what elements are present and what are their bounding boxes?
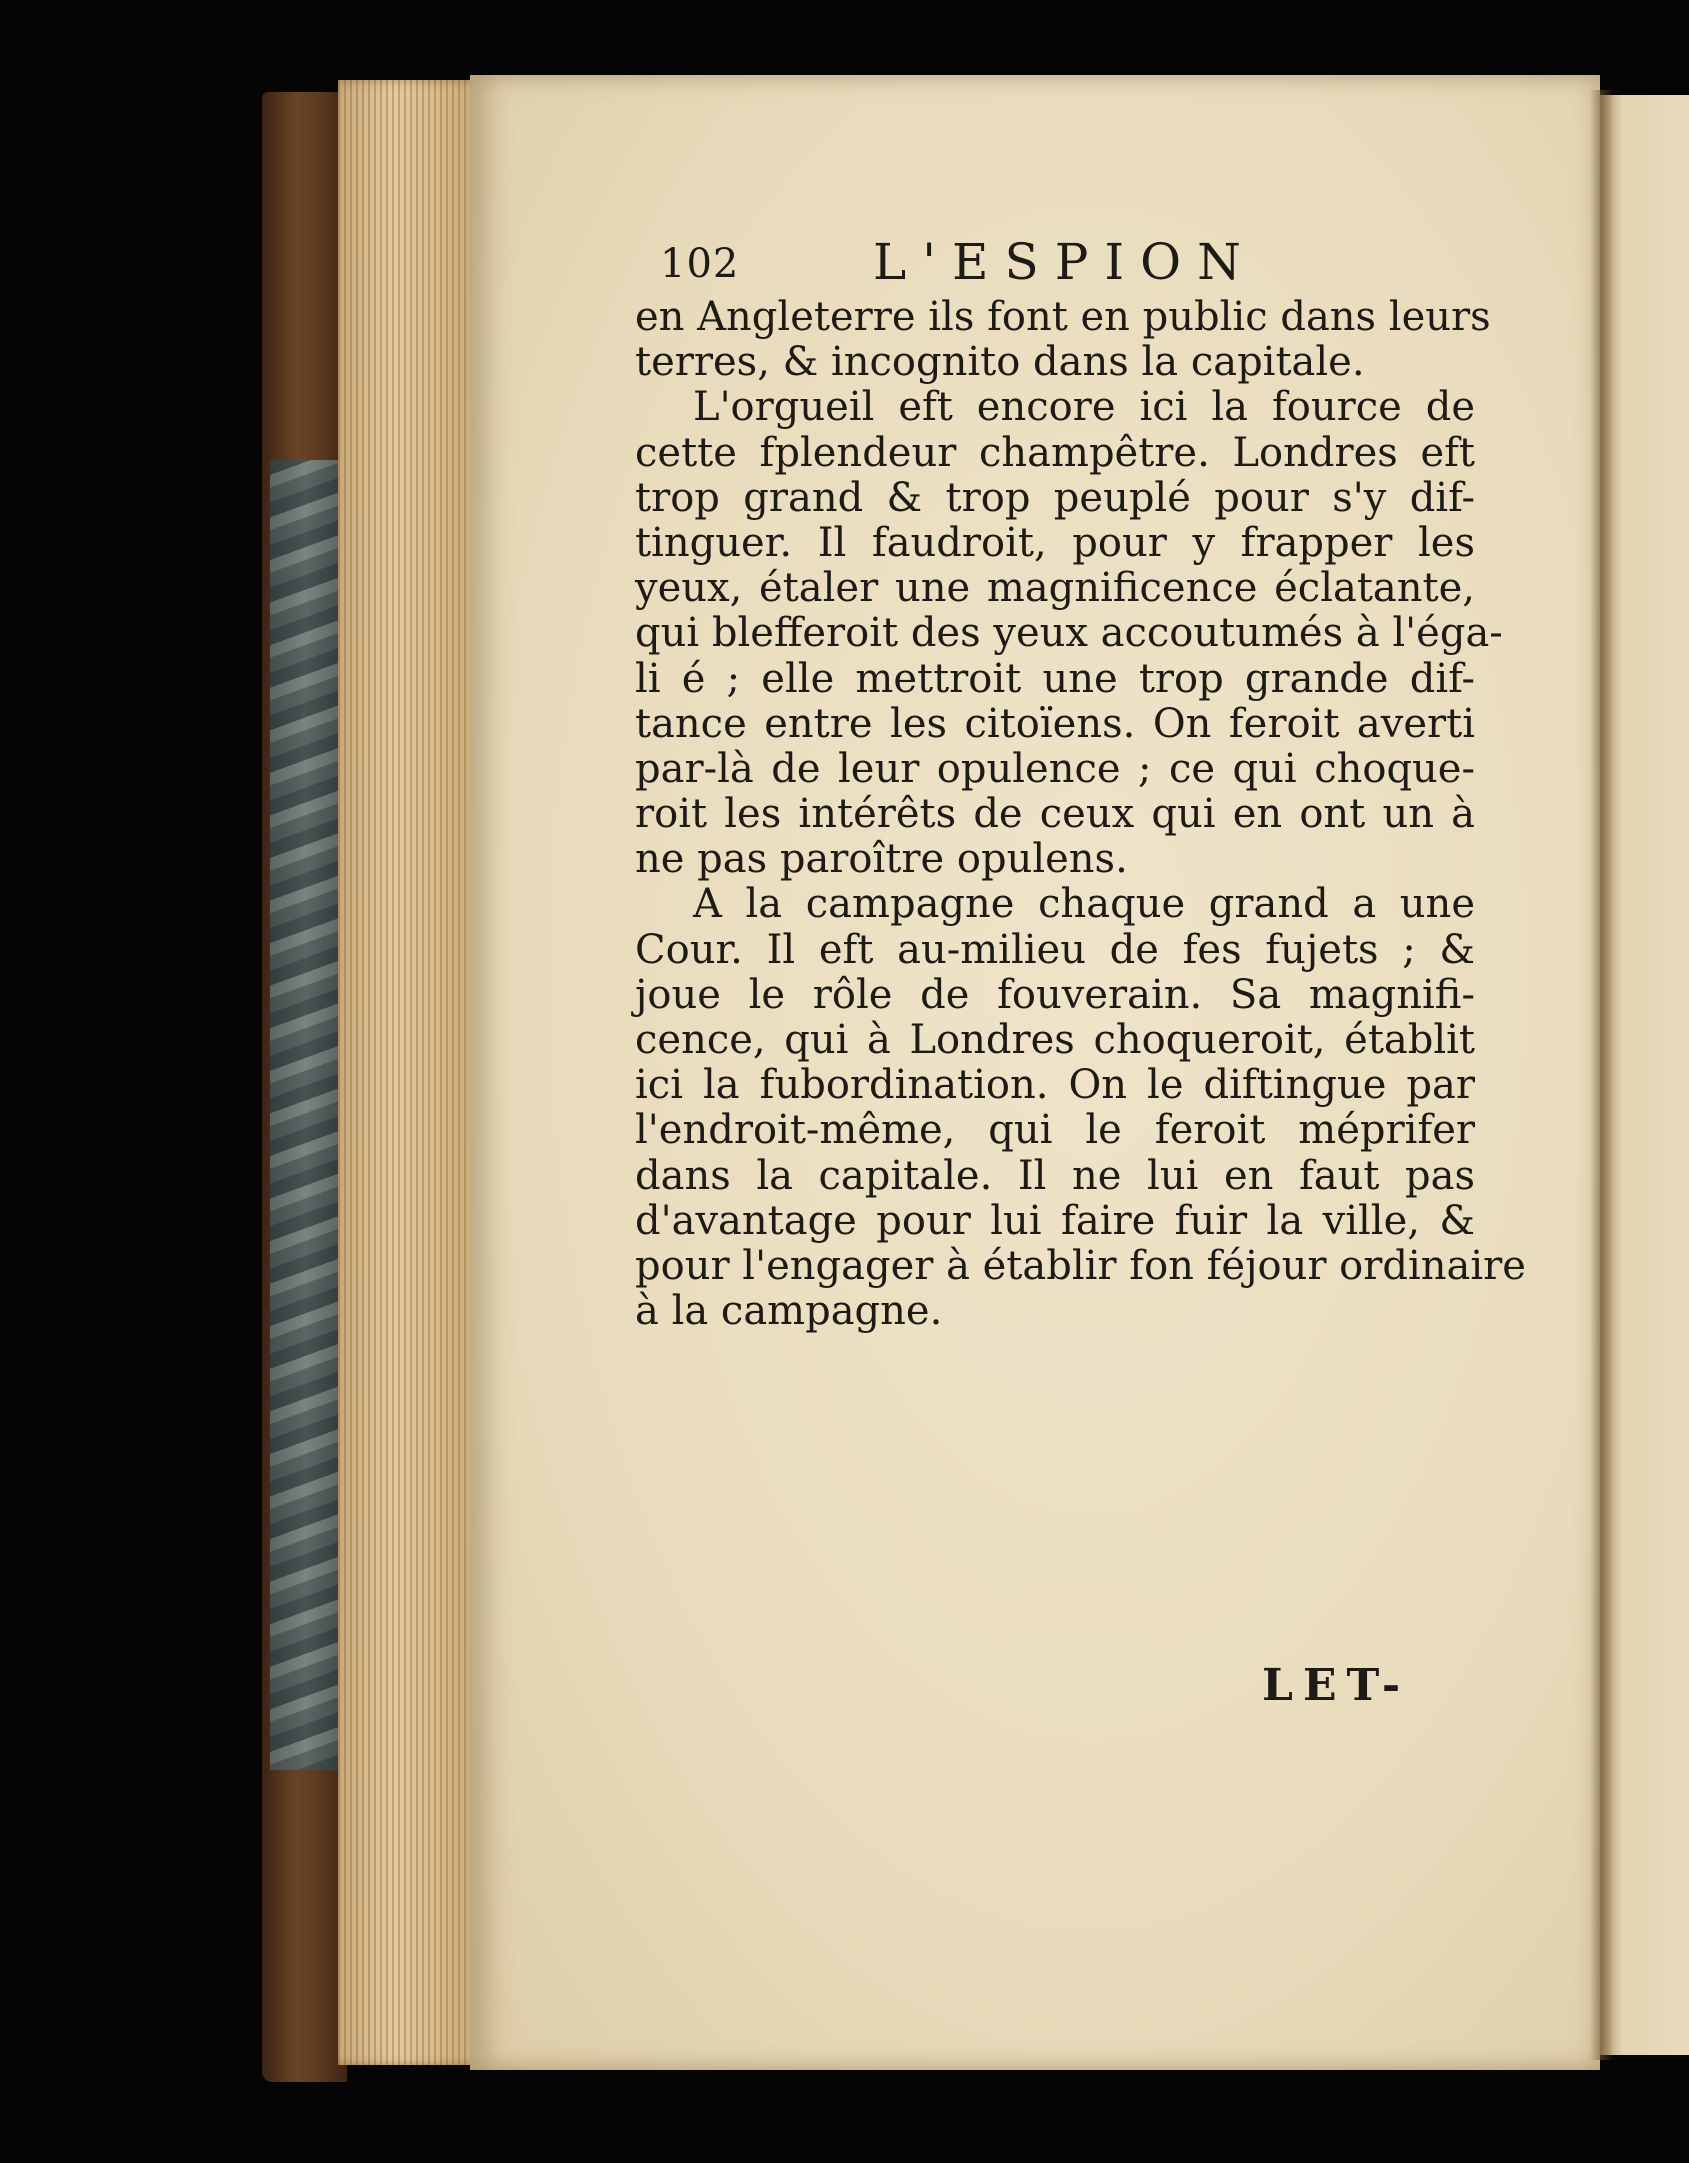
running-head bbox=[660, 233, 1520, 293]
text-line: en Angleterre ils font en public dans leurs bbox=[635, 294, 1491, 340]
text-line: d'avantage pour lui faire fuir la ville, & bbox=[635, 1197, 1475, 1244]
text-line: Cour. Il eft au-milieu de fes fujets ; & bbox=[635, 926, 1475, 973]
text-line: dans la capitale. Il ne lui en faut pas bbox=[635, 1152, 1475, 1199]
page-number: 102 bbox=[660, 241, 740, 287]
text-line: ne pas paroître opulens. bbox=[635, 836, 1128, 883]
text-line: par-là de leur opulence ; ce qui choque- bbox=[635, 745, 1475, 792]
text-line: qui blefferoit des yeux accoutumés à l'éga- bbox=[635, 610, 1503, 657]
text-line: L'orgueil eft encore ici la fource de bbox=[693, 384, 1475, 431]
text-line: joue le rôle de fouverain. Sa magnifi- bbox=[635, 971, 1475, 1018]
page-header-title: L'ESPION bbox=[873, 233, 1257, 291]
text-line: cette fplendeur champêtre. Londres eft bbox=[635, 429, 1475, 476]
body-text bbox=[635, 294, 1526, 1335]
text-line: A la campagne chaque grand a une bbox=[693, 881, 1475, 928]
facing-page bbox=[1600, 95, 1689, 2055]
text-line: cence, qui à Londres choqueroit, établit bbox=[635, 1017, 1475, 1063]
text-line: terres, & incognito dans la capitale. bbox=[635, 339, 1365, 386]
text-line: tance entre les citoïens. On feroit averti bbox=[635, 700, 1475, 747]
text-line: trop grand & trop peuplé pour s'y dif- bbox=[635, 474, 1475, 521]
text-line: l'endroit-même, qui le feroit méprifer bbox=[635, 1107, 1475, 1154]
text-line: yeux, étaler une magnificence éclatante, bbox=[635, 565, 1475, 612]
page-gutter bbox=[1590, 90, 1612, 2060]
text-line: tinguer. Il faudroit, pour y frapper les bbox=[635, 519, 1475, 566]
catchword: LET- bbox=[1262, 1660, 1411, 1711]
text-line: à la campagne. bbox=[635, 1288, 943, 1335]
text-line: roit les intérêts de ceux qui en ont un à bbox=[635, 791, 1475, 838]
text-line: ici la fubordination. On le diftingue par bbox=[635, 1062, 1475, 1109]
marbled-cover bbox=[270, 460, 342, 1770]
text-line: pour l'engager à établir fon féjour ordinaire bbox=[635, 1242, 1526, 1289]
text-line: li é ; elle mettroit une trop grande dif- bbox=[635, 655, 1475, 702]
